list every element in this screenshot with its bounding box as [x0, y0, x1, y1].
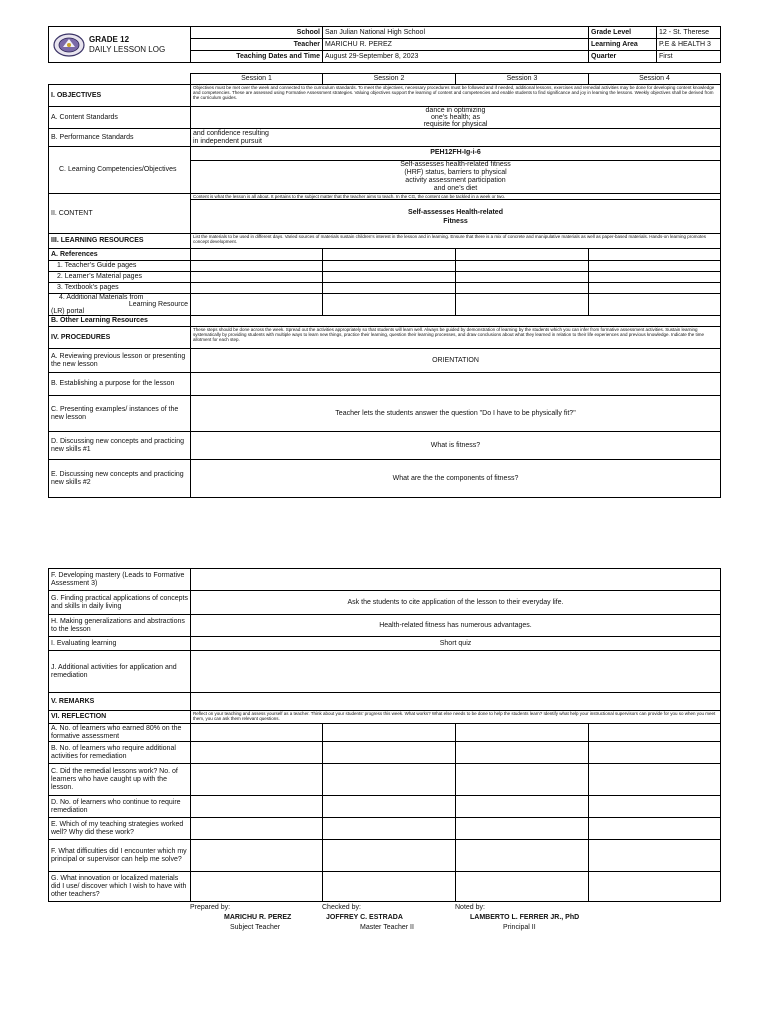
cell [323, 261, 456, 272]
cell [323, 283, 456, 294]
header-table [48, 26, 721, 63]
prepared-block [190, 904, 291, 931]
proc-g-label: G. Finding practical applications of concepts and skills in daily living [49, 591, 191, 615]
cell [456, 294, 589, 316]
prepared-label: Prepared by: [190, 904, 231, 911]
cell [323, 840, 456, 872]
cell [323, 742, 456, 764]
proc-f-value [191, 569, 721, 591]
cell [191, 818, 323, 840]
cell [589, 796, 721, 818]
cell [323, 764, 456, 796]
proc-a-label: A. Reviewing previous lesson or presenting the new lesson [49, 349, 191, 373]
reflection-a-label: A. No. of learners who earned 80% on the formative assessment [49, 724, 191, 742]
checked-block [322, 904, 414, 931]
cell [191, 249, 323, 261]
content-standards-value [191, 107, 721, 129]
cell [589, 742, 721, 764]
log-title: DAILY LESSON LOG [89, 44, 166, 54]
objectives-label: I. OBJECTIVES [49, 85, 191, 107]
learners-material-label: 2. Learner’s Material pages [49, 272, 191, 283]
cell [323, 249, 456, 261]
competencies-value [191, 147, 721, 194]
content-label: II. CONTENT [49, 194, 191, 234]
cell [589, 272, 721, 283]
proc-a-value: ORIENTATION [191, 349, 721, 373]
proc-b-value [191, 373, 721, 396]
content-note: Content is what the lesson is all about. It pertains to the subject matter that the teacher aims to teach. In the CG, the content can be tackled in a week or two. [191, 194, 720, 200]
resources-label: III. LEARNING RESOURCES [49, 234, 191, 249]
teachers-guide-label: 1. Teacher’s Guide pages [49, 261, 191, 272]
cell [456, 261, 589, 272]
proc-d-value: What is fitness? [191, 432, 721, 460]
session-1-header: Session 1 [191, 74, 323, 85]
reflection-c-label: C. Did the remedial lessons work? No. of learners who have caught up with the lesson. [49, 764, 191, 796]
checked-name: JOFFREY C. ESTRADA [326, 914, 403, 921]
cell [456, 840, 589, 872]
dates-value: August 29-September 8, 2023 [323, 51, 589, 63]
procedures-label: IV. PROCEDURES [49, 327, 191, 349]
proc-c-label: C. Presenting examples/ instances of the new lesson [49, 396, 191, 432]
proc-e-value: What are the the components of fitness? [191, 460, 721, 498]
performance-standards-label: B. Performance Standards [49, 129, 191, 147]
cell [323, 724, 456, 742]
teacher-label: Teacher [191, 39, 323, 51]
cell [191, 294, 323, 316]
reflection-d-label: D. No. of learners who continue to require remediation [49, 796, 191, 818]
other-resources-label: B. Other Learning Resources [49, 316, 191, 327]
textbook-label: 3. Textbook’s pages [49, 283, 191, 294]
cell [323, 872, 456, 902]
cell [456, 742, 589, 764]
proc-j-value [191, 651, 721, 693]
quarter-value: First [657, 51, 721, 63]
reflection-g-label: G. What innovation or localized materials did I use/ discover which I wish to have with other teachers? [49, 872, 191, 902]
reflection-label: VI. REFLECTION [49, 711, 191, 724]
cell [456, 272, 589, 283]
content-topic [191, 208, 720, 226]
school-label: School [191, 27, 323, 39]
cell [323, 818, 456, 840]
proc-d-label: D. Discussing new concepts and practicing new skills #1 [49, 432, 191, 460]
session-2-header: Session 2 [323, 74, 456, 85]
cell [589, 818, 721, 840]
cell [323, 796, 456, 818]
objectives-note: Objectives must be met over the week and connected to the curriculum standards. To meet the objectives, necessary procedures must be followed and if needed, additional lessons, exercises and remedial activities may be done for developing content knowledge and competencies. These are assessed using Formative Assessment strategies. Valuing objectives support the learning of content and competencies and enable students to find significance and joy in learning the lessons. Weekly objectives shall be derived from the curriculum guides. [191, 85, 721, 107]
noted-title: Principal II [503, 924, 536, 931]
cell [456, 283, 589, 294]
cell [456, 872, 589, 902]
cell [589, 764, 721, 796]
cell [456, 249, 589, 261]
cell [589, 294, 721, 316]
cell [323, 294, 456, 316]
reflection-f-label: F. What difficulties did I encounter which my principal or supervisor can help me solve? [49, 840, 191, 872]
session-3-header: Session 3 [456, 74, 589, 85]
proc-h-label: H. Making generalizations and abstractions to the lesson [49, 615, 191, 637]
cell [191, 283, 323, 294]
checked-label: Checked by: [322, 904, 361, 911]
lesson-table-part2 [48, 568, 721, 902]
dates-label: Teaching Dates and Time [191, 51, 323, 63]
competency-line: Self-assesses health-related fitness [400, 161, 511, 168]
performance-line: in independent pursuit [193, 137, 262, 145]
noted-name: LAMBERTO L. FERRER JR., PhD [470, 914, 580, 921]
cell [456, 796, 589, 818]
cell [456, 764, 589, 796]
quarter-label: Quarter [589, 51, 657, 63]
school-value: San Julian National High School [323, 27, 589, 39]
noted-label: Noted by: [455, 904, 485, 911]
cell [589, 724, 721, 742]
additional-line: Learning Resource [128, 301, 188, 308]
references-label: A. References [49, 249, 191, 261]
proc-g-value: Ask the students to cite application of the lesson to their everyday life. [191, 591, 721, 615]
cell [589, 249, 721, 261]
remarks-label: V. REMARKS [49, 693, 191, 711]
teacher-value: MARICHU R. PEREZ [323, 39, 589, 51]
cell [456, 818, 589, 840]
additional-materials-label [49, 294, 191, 316]
content-value [191, 194, 721, 234]
lesson-table-part1 [48, 73, 721, 498]
cell [323, 272, 456, 283]
cell [191, 872, 323, 902]
cell [589, 872, 721, 902]
cell [191, 742, 323, 764]
reflection-b-label: B. No. of learners who require additional activities for remediation [49, 742, 191, 764]
competency-line: and one’s diet [433, 185, 478, 192]
content-standards-line: one’s health; as [431, 114, 480, 121]
proc-j-label: J. Additional activities for application and remediation [49, 651, 191, 693]
reflection-note: Reflect on your teaching and assess yourself as a teacher. Think about your students’ progress this week. What works? What else needs to be done to help the students learn? Identify what help your instructional supervisors can provide for you so when you meet them, you can ask them relevant questions. [191, 711, 721, 724]
learning-area-value: P.E & HEALTH 3 [657, 39, 721, 51]
cell [456, 724, 589, 742]
cell [589, 261, 721, 272]
proc-e-label: E. Discussing new concepts and practicing new skills #2 [49, 460, 191, 498]
learning-area-label: Learning Area [589, 39, 657, 51]
grade-title: GRADE 12 [89, 34, 130, 44]
performance-standards-value [191, 129, 721, 147]
competency-code: PEH12FH-Ig-i-6 [191, 147, 720, 161]
resources-note: List the materials to be used in different days. Varied sources of materials sustain children’s interest in the lesson and in learning. Ensure that there is a mix of concrete and manipulative materials as well as paper-based materials. Hands-on learning promotes concept development. [191, 234, 721, 249]
session-4-header: Session 4 [589, 74, 721, 85]
performance-line: and confidence resulting [193, 129, 269, 137]
reflection-e-label: E. Which of my teaching strategies worked well? Why did these work? [49, 818, 191, 840]
cell [191, 796, 323, 818]
proc-i-label: I. Evaluating learning [49, 637, 191, 651]
additional-line: (LR) portal [51, 308, 85, 315]
proc-f-label: F. Developing mastery (Leads to Formative Assessment 3) [49, 569, 191, 591]
prepared-name: MARICHU R. PEREZ [224, 914, 292, 921]
content-standards-line: dance in optimizing [425, 107, 486, 114]
competency-line: activity assessment participation [405, 177, 506, 184]
cell [589, 283, 721, 294]
topic-line: Self-assesses Health-related [408, 209, 503, 216]
deped-seal-icon [49, 32, 89, 58]
proc-c-value: Teacher lets the students answer the question "Do I have to be physically fit?" [191, 396, 721, 432]
cell [191, 261, 323, 272]
cell [191, 316, 721, 327]
proc-b-label: B. Establishing a purpose for the lesson [49, 373, 191, 396]
cell [589, 840, 721, 872]
procedures-note: These steps should be done across the week. Spread out the activities appropriately so that students will learn well. Always be guided by demonstration of learning by the students which you can infer from formative assessment activities. Sustain learning systematically by providing students with multiple ways to learn new things, practice their learning, question their learning processes, and draw conclusions about what they learned in relation to their life experiences and previous knowledge. Indicate the time allotment for each step. [191, 327, 721, 349]
header-brand [49, 27, 191, 63]
additional-line: 4. Additional Materials from [59, 294, 144, 301]
cell [191, 724, 323, 742]
content-standards-label: A. Content Standards [49, 107, 191, 129]
content-standards-line: requisite for physical [423, 121, 488, 128]
competency-line: (HRF) status, barriers to physical [404, 169, 507, 176]
cell [191, 840, 323, 872]
proc-h-value: Health-related fitness has numerous advantages. [191, 615, 721, 637]
proc-i-value: Short quiz [191, 637, 721, 651]
remarks-value [191, 693, 721, 711]
cell [191, 272, 323, 283]
grade-level-label: Grade Level [589, 27, 657, 39]
topic-line: Fitness [443, 218, 468, 225]
cell [191, 764, 323, 796]
grade-level-value: 12 - St. Therese [657, 27, 721, 39]
prepared-title: Subject Teacher [230, 924, 281, 931]
checked-title: Master Teacher II [360, 924, 414, 931]
competencies-label: C. Learning Competencies/Objectives [49, 147, 191, 194]
noted-block [455, 904, 579, 931]
